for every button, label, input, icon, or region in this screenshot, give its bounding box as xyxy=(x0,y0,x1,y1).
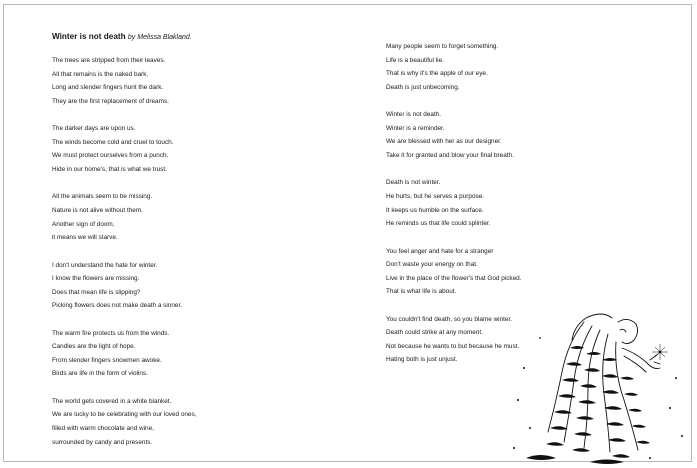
poem-line: The world gets covered in a white blanket. xyxy=(52,397,172,405)
stanza xyxy=(386,108,522,162)
poem-line: The warm fire protects us from the winds. xyxy=(52,329,170,337)
poem-line: You couldn't find death, so you blame winter. xyxy=(386,315,513,323)
poem-line: Winter is a reminder. xyxy=(386,124,445,132)
poem-line: We must protect ourselves from a punch. xyxy=(52,152,169,160)
poem-line: Winter is not death. xyxy=(386,111,442,119)
poem-line: From slender fingers snowmen awoke. xyxy=(52,356,162,364)
poem-line: The trees are stripped from their leaves. xyxy=(52,57,166,64)
poem-line: The winds become cold and cruel to touch. xyxy=(52,138,174,146)
poem-line: That is what life is about. xyxy=(386,288,457,296)
poem-line: We are blessed with her as our designer. xyxy=(386,138,502,146)
poem-line: Live in the place of the flower's that God picked. xyxy=(386,274,522,282)
poem-line: That is why it's the apple of our eye. xyxy=(386,70,488,78)
poem-line: Death could strike at any moment. xyxy=(386,329,483,337)
poem-line: Candles are the light of hope. xyxy=(52,343,136,351)
poem-line: All that remains is the naked bark. xyxy=(52,70,149,78)
poem-line: Hating both is just unjust. xyxy=(386,356,458,364)
poem-line: Picking flowers does not make death a sinner. xyxy=(52,302,183,310)
poem-line: Nature is not alive without them. xyxy=(52,206,143,214)
poem-line: Hide in our home's, that is what we trust. xyxy=(52,165,167,173)
stanza xyxy=(52,190,196,244)
poem-line: Life is a beautiful lie. xyxy=(386,56,444,64)
poem-line: it means we will starve. xyxy=(52,234,118,242)
poem-line: We are lucky to be celebrating with our loved ones, xyxy=(52,411,197,419)
stanza xyxy=(52,122,196,176)
left-stanzas xyxy=(52,54,196,449)
stanza xyxy=(386,245,522,299)
poem-line: Death is not winter. xyxy=(386,179,441,187)
stanza xyxy=(386,40,522,94)
poem-line: Another sign of doom, xyxy=(52,220,115,228)
poem-line: I know the flowers are missing. xyxy=(52,275,140,283)
poem-line: They are the first replacement of dreams. xyxy=(52,97,169,105)
poem-line: You feel anger and hate for a stranger xyxy=(386,247,494,255)
poem-line: Don't waste your energy on that. xyxy=(386,261,478,269)
poem-line: Take it for granted and blow your final breath. xyxy=(386,151,514,159)
author-text: by Melissa Blakland. xyxy=(127,34,192,41)
poem-line: Not because he wants to but because he must. xyxy=(386,342,520,350)
poem-line: Death is just unbecoming. xyxy=(386,83,460,91)
stanza xyxy=(52,259,196,313)
poem-line: All the animals seem to be missing. xyxy=(52,193,153,201)
poem-line: He hurts, but he serves a purpose. xyxy=(386,192,485,200)
poem-line: He reminds us that life could splinter. xyxy=(386,220,491,228)
poem-line: filled with warm chocolate and wine, xyxy=(52,425,154,433)
stanza xyxy=(386,176,522,230)
stanza xyxy=(52,54,196,108)
poem-line: Does that mean life is slipping? xyxy=(52,288,141,296)
stanza xyxy=(52,395,196,449)
title-text: Winter is not death xyxy=(52,32,126,41)
poem-line: Long and slender fingers hunt the dark. xyxy=(52,84,164,92)
poem-line: I don't understand the hate for winter. xyxy=(52,261,158,269)
left-column xyxy=(52,30,196,463)
winter-figure-illustration xyxy=(500,308,690,468)
poem-title xyxy=(52,30,196,45)
poem-line: It keeps us humble on the surface. xyxy=(386,206,484,214)
poem-line: Birds are life in the form of violins. xyxy=(52,370,148,378)
poem-line: surrounded by candy and presents. xyxy=(52,438,153,446)
poem-line: The darker days are upon us. xyxy=(52,125,136,133)
poem-line: Many people seem to forget something. xyxy=(386,43,499,50)
stanza xyxy=(52,327,196,381)
